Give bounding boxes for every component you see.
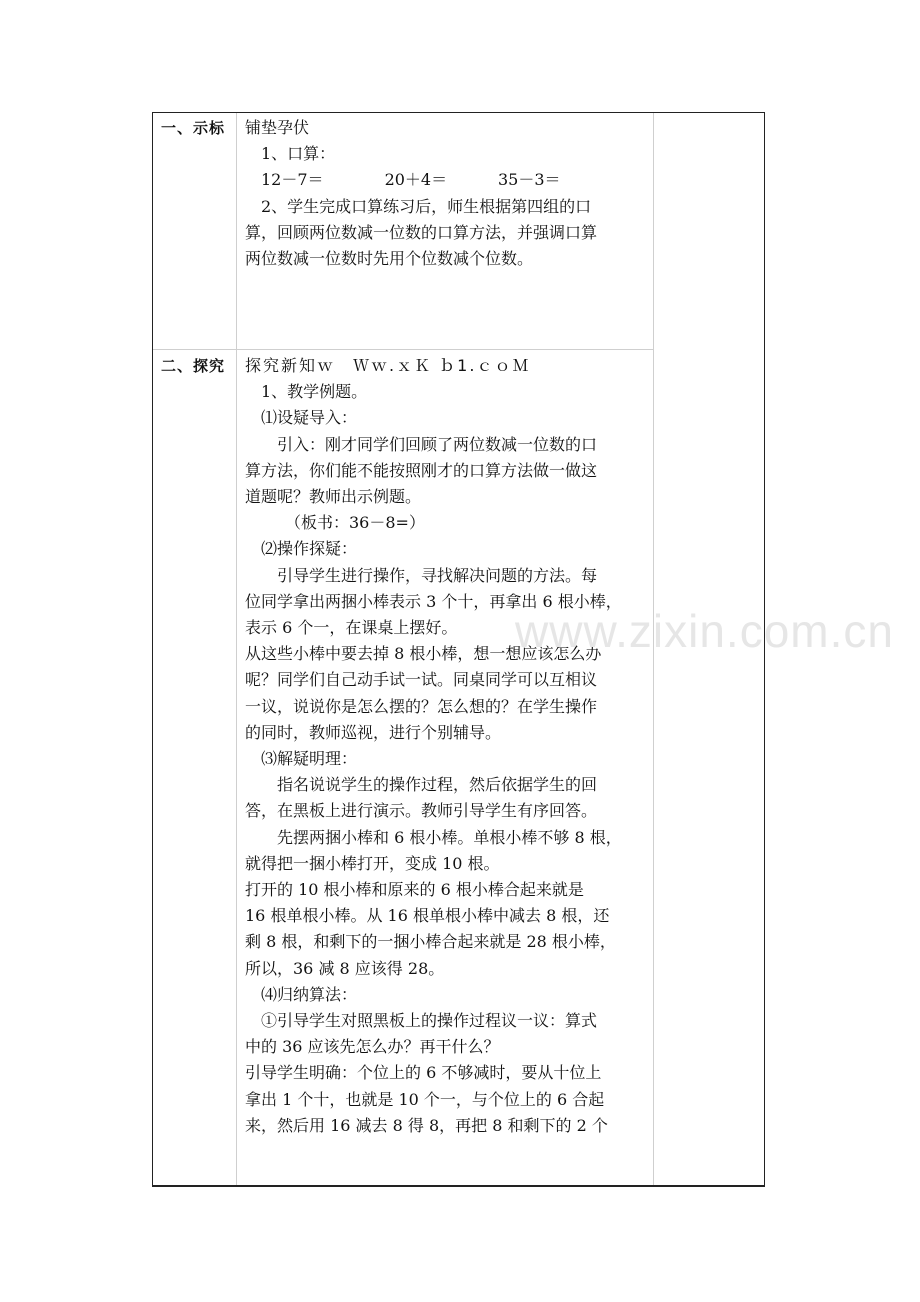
text-line: ①引导学生对照黑板上的操作过程议一议：算式 [261,1011,598,1031]
text-line: 道题呢？教师出示例题。 [245,487,422,507]
text-line: 表示 6 个一，在课桌上摆好。 [245,618,458,638]
text-line: 探究新知ｗ Ｗｗ.ｘＫ ｂ1.ｃｏＭ [245,356,531,375]
text-line: 就得把一捆小棒打开，变成 10 根。 [245,853,500,873]
text-line: 呢？同学们自己动手试一试。同桌同学可以互相议 [245,670,598,690]
text-line: 所以，36 减 8 应该得 28。 [245,958,445,978]
text-line: ⑷归纳算法： [261,984,358,1004]
text-line: 打开的 10 根小棒和原来的 6 根小棒合起来就是 [245,880,584,900]
text-line: 算方法，你们能不能按照刚才的口算方法做一做这 [245,460,598,480]
text-line: 拿出 1 个十，也就是 10 个一，与个位上的 6 合起 [245,1089,605,1109]
text-line: 位同学拿出两捆小棒表示 3 个十，再拿出 6 根小棒， [245,591,622,611]
column-divider-left [236,113,237,1185]
section-label-explore: 二、探究 [161,357,226,375]
text-line: 来，然后用 16 减去 8 得 8，再把 8 和剩下的 2 个 [245,1115,608,1135]
section-content-explore [245,353,650,1139]
text-line: 指名说说学生的操作过程，然后依据学生的回 [277,775,598,795]
text-line: ⑶解疑明理： [261,749,358,769]
text-line: 剩 8 根，和剩下的一捆小棒合起来就是 28 根小棒， [245,932,616,952]
text-line: 算，回顾两位数减一位数的口算方法，并强调口算 [245,222,598,242]
text-line: 引导学生明确：个位上的 6 不够减时，要从十位上 [245,1063,602,1083]
text-line: 一议，说说你是怎么摆的？怎么想的？在学生操作 [245,696,598,716]
text-line: 答，在黑板上进行演示。教师引导学生有序回答。 [245,801,598,821]
text-line: 12－7＝ 20＋4＝ 35－3＝ [261,170,561,190]
text-line: ⑴设疑导入： [261,408,358,428]
watermark: www.zixin.com.cn [515,605,894,657]
section-content-objective [245,115,650,272]
text-line: 铺垫孕伏 [245,118,310,137]
text-line: 先摆两捆小棒和 6 根小棒。单根小棒不够 8 根， [277,827,622,847]
text-line: 1、口算： [261,144,336,164]
text-line: （板书：36－8=） [285,513,425,533]
text-line: 从这些小棒中要去掉 8 根小棒，想一想应该怎么办 [245,644,602,664]
section-label-objective: 一、示标 [161,119,226,137]
text-line: 中的 36 应该先怎么办？再干什么？ [245,1037,500,1057]
text-line: 16 根单根小棒。从 16 根单根小棒中减去 8 根，还 [245,906,610,926]
text-line: 2、学生完成口算练习后，师生根据第四组的口 [261,196,592,216]
text-line: 引导学生进行操作，寻找解决问题的方法。每 [277,565,598,585]
text-line: 1、教学例题。 [261,382,368,402]
text-line: 的同时，教师巡视，进行个别辅导。 [245,722,502,742]
row-divider [153,349,653,350]
text-line: 引入：刚才同学们回顾了两位数减一位数的口 [277,434,598,454]
text-line: ⑵操作探疑： [261,539,358,559]
text-line: 两位数减一位数时先用个位数减个位数。 [245,249,534,269]
